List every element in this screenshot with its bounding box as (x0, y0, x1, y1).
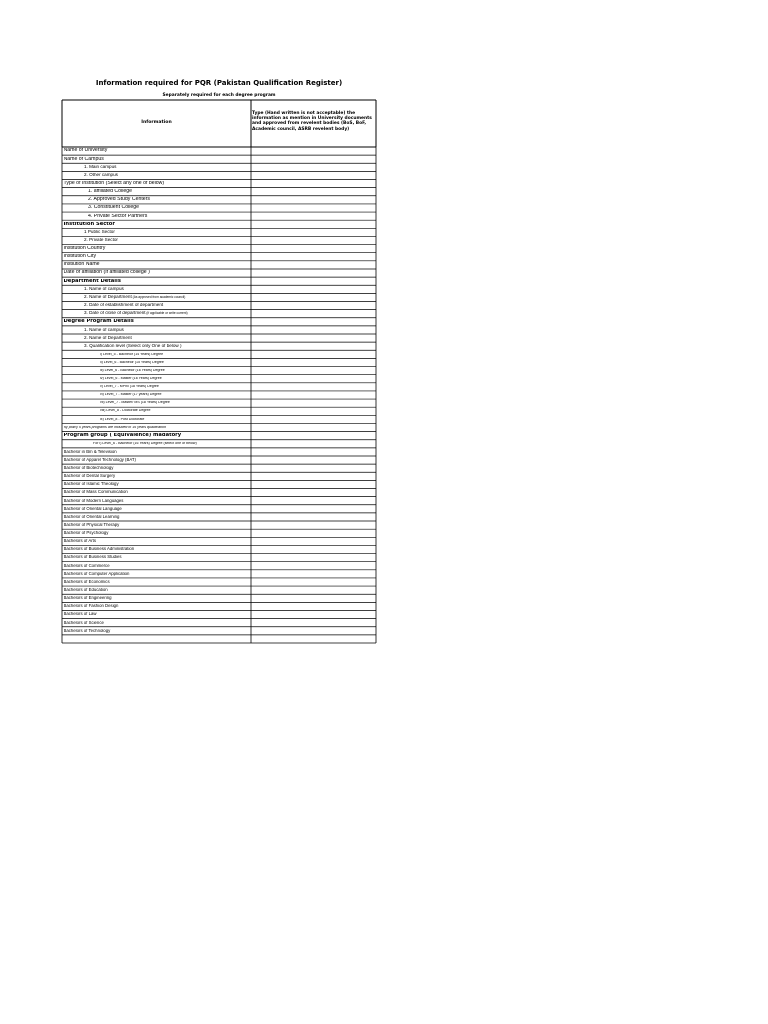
row-label: Instiution Name (63, 262, 100, 268)
row-label: Bachelor of Islamic Theology (63, 482, 119, 487)
row-label: Bachelors of Education (63, 587, 108, 592)
row-label: 2. Other campus (84, 173, 118, 178)
row-label: Bachelors of Economics (63, 579, 110, 584)
row-value-cell[interactable] (252, 180, 376, 187)
row-label: Bachelor of Oriental Learning (63, 514, 120, 519)
row-label: 1 Public Sector (84, 230, 115, 235)
row-value-cell[interactable] (252, 497, 376, 504)
row-label: Degree Program Details (63, 319, 134, 325)
row-value-cell[interactable] (252, 359, 376, 366)
row-value-cell[interactable] (252, 229, 376, 236)
row-label: Bachelors of Business Studies (63, 555, 122, 560)
row-label: Type of Institution (Select any one of below) (63, 180, 165, 186)
row-value-cell[interactable] (252, 522, 376, 529)
row-value-cell[interactable] (252, 473, 376, 480)
row-note: (As approved from academic council) (131, 295, 186, 300)
row-value-cell[interactable] (252, 570, 376, 577)
row-value-cell[interactable] (252, 196, 376, 203)
row-value-cell[interactable] (252, 391, 376, 398)
row-value-cell[interactable] (252, 562, 376, 569)
row-value-cell[interactable] (252, 245, 376, 252)
row-label: Name of Campus (63, 156, 104, 162)
row-note: (if applicable or write current) (145, 311, 188, 316)
row-value-cell[interactable] (252, 587, 376, 594)
row-label: ii) Level_6 - Bachelor (15 Years) Degree (100, 360, 164, 364)
row-value-cell[interactable] (252, 204, 376, 211)
row-value-cell[interactable] (252, 603, 376, 610)
row-value-cell[interactable] (252, 375, 376, 382)
row-value-cell[interactable] (252, 432, 376, 439)
row-label: Bachelors of Engineering (63, 596, 112, 601)
row-value-cell[interactable] (252, 188, 376, 195)
row-value-cell[interactable] (252, 489, 376, 496)
row-value-cell[interactable] (252, 302, 376, 309)
row-label: Bachelor of Oriental Language (63, 506, 122, 511)
row-label: 3. Date of close of department (if applicable or write current) (84, 311, 188, 316)
row-value-cell[interactable] (252, 269, 376, 276)
row-label: 1. Main campus (84, 165, 117, 170)
row-label: Department Details (63, 278, 121, 284)
row-value-cell[interactable] (252, 383, 376, 390)
row-label: Bachelor of Modern Languages (63, 498, 124, 503)
row-label: 3. Constituent College (88, 205, 140, 211)
row-value-cell[interactable] (252, 221, 376, 228)
row-label: Bachelor in Bm & Television (63, 449, 117, 454)
row-value-cell[interactable] (252, 578, 376, 585)
row-label: Institution City (63, 254, 97, 260)
document-subtitle: Separately required for each degree program (162, 93, 276, 98)
row-value-cell[interactable] (252, 416, 376, 423)
row-value-cell[interactable] (252, 456, 376, 463)
row-value-cell[interactable] (252, 286, 376, 293)
row-value-cell[interactable] (252, 408, 376, 415)
row-label: Bachelors of Fashion Design (63, 604, 119, 609)
row-label: Name of University (63, 148, 108, 154)
row-value-cell[interactable] (252, 326, 376, 333)
row-value-cell[interactable] (252, 627, 376, 634)
row-value-cell[interactable] (252, 513, 376, 520)
row-label: vii) Level_7 - Master/ MS (18 Years) Degree (100, 401, 170, 405)
row-value-cell[interactable] (252, 424, 376, 431)
row-value-cell[interactable] (252, 448, 376, 455)
row-value-cell[interactable] (252, 351, 376, 358)
row-value-cell[interactable] (252, 465, 376, 472)
row-value-cell[interactable] (252, 294, 376, 301)
row-label: Bachelor of Mass Communication (63, 490, 128, 495)
row-value-cell[interactable] (252, 400, 376, 407)
row-value-cell[interactable] (252, 619, 376, 626)
row-label: 2. Name of Department (As approved from academic council) (84, 295, 186, 300)
row-label: Bachelor of Physical Therapy (63, 522, 120, 527)
row-value-cell[interactable] (252, 530, 376, 537)
row-label: Bachelors of Law (63, 612, 97, 617)
row-label: iv) Level_6 - Master (16 Years) Degree (100, 376, 162, 380)
row-label: ix) Level_8 - Post Doctorate (100, 417, 145, 421)
row-label: Institution Sector (63, 221, 115, 227)
row-label: 2. Private Sector (84, 238, 118, 243)
row-label: Bachelors of Business Administration (63, 547, 135, 552)
row-value-cell[interactable] (252, 440, 376, 447)
row-label: By policy 5 years programs are included in 16 years qualification (63, 425, 166, 429)
row-value-cell[interactable] (252, 310, 376, 317)
row-value-cell[interactable] (252, 546, 376, 553)
row-label: 2. Name of Department (84, 335, 132, 340)
row-label: Bachelors of Science (63, 620, 104, 625)
row-label: 1. Name of campus (84, 286, 124, 291)
row-label: 2. Date of establishment of department (84, 303, 164, 308)
row-label: Institution Country (63, 246, 106, 252)
row-label: 2. Approved Study Centers (88, 197, 150, 203)
row-value-cell[interactable] (252, 335, 376, 342)
row-value-cell[interactable] (252, 481, 376, 488)
row-value-cell[interactable] (252, 554, 376, 561)
row-label: Bachelors of Arts (63, 539, 96, 544)
row-label: viii) Level_8 - Doctorate Degree (100, 409, 151, 413)
row-value-cell[interactable] (252, 253, 376, 260)
row-value-cell[interactable] (252, 611, 376, 618)
row-label: Date of affiliation (If affiliated college ) (63, 270, 150, 276)
row-label: 1. Name of campus (84, 327, 124, 332)
row-value-cell[interactable] (252, 172, 376, 179)
row-label: Bachelors of Technology (63, 628, 111, 633)
row-value-cell[interactable] (252, 505, 376, 512)
row-label: Bachelor of Psychology (63, 531, 109, 536)
row-label: iii) Level_6 - Bachelor (16 Years) Degree (100, 368, 165, 372)
header-type: Type (Hand written is not acceptable) the information as mention in University documents and approved from revelent bodies (BoS, BoF, Academic council, ASRB revelent body) (252, 111, 372, 132)
row-label: Bachelor of Biotechnology (63, 466, 114, 471)
row-value-cell[interactable] (252, 278, 376, 285)
row-label: vi) Level_7 - Master (17 years) Degree (100, 393, 162, 397)
row-value-cell[interactable] (252, 595, 376, 602)
row-label: For i) Level_6 - Bachelor (16 Years) Degree (select one of below) (93, 441, 197, 445)
row-value-cell[interactable] (252, 213, 376, 220)
row-label: Bachelors of Commerce (63, 563, 110, 568)
row-value-cell[interactable] (252, 148, 376, 155)
row-value-cell[interactable] (252, 343, 376, 350)
row-value-cell[interactable] (252, 156, 376, 163)
row-label: Program group ( Equivalence) madatory (63, 433, 182, 439)
row-label: Bachelors of Computer Application (63, 571, 130, 576)
row-label: Bachelor of Dental Surgery (63, 474, 116, 479)
row-label: 3. Qualification level (Select only One of below ) (84, 343, 182, 348)
row-value-cell[interactable] (252, 261, 376, 268)
row-label: 4. Private Sector Partners (88, 213, 148, 219)
row-label: Bachelor of Apparel Technology (BAT) (63, 457, 136, 462)
row-label: v) Level_7 - MPhil (18 Years) Degree (100, 385, 159, 389)
row-label: 1. affiliated College (88, 189, 133, 195)
row-value-cell[interactable] (252, 538, 376, 545)
row-value-cell[interactable] (252, 237, 376, 244)
document-title: Information required for PQR (Pakistan Qualification Register) (95, 79, 343, 87)
row-label: i) Level_5 - Bachelor (14 Years) Degree (100, 352, 164, 356)
row-value-cell[interactable] (252, 164, 376, 171)
header-information: Information (141, 120, 172, 125)
row-value-cell[interactable] (252, 635, 376, 642)
row-value-cell[interactable] (252, 318, 376, 325)
row-value-cell[interactable] (252, 367, 376, 374)
